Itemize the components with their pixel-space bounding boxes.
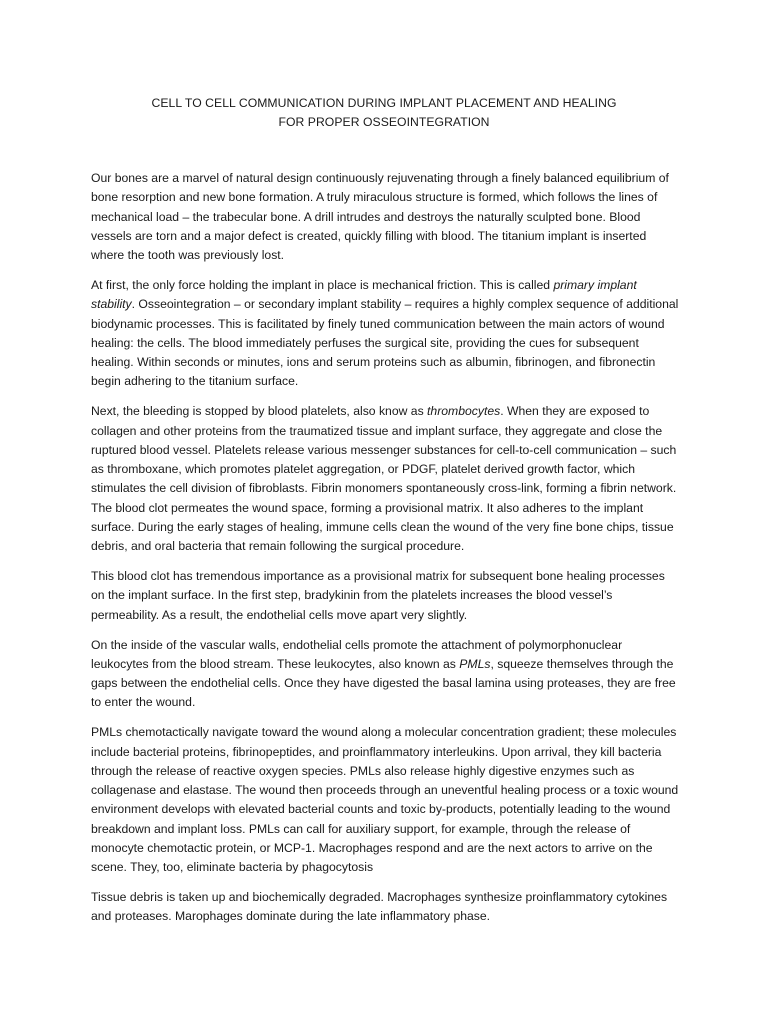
paragraph-3-emphasis: thrombocytes	[427, 404, 501, 419]
paragraph-5-text-a: On the inside of the vascular walls, endothelial cells promote the attachment of polymorphonuclear leukocytes from the blood stream. These leukocytes, also known as	[91, 637, 623, 671]
paragraph-1: Our bones are a marvel of natural design continuously rejuvenating through a finely balanced equilibrium of bone resorption and new bone formation. A truly miraculous structure is formed, which follows the lines of mechanical load – the trabecular bone. A drill intrudes and destroys the naturally sculpted bone. Blood vessels are torn and a major defect is created, quickly filling with blood. The titanium implant is inserted where the tooth was previously lost.	[91, 171, 669, 263]
title-line-2: FOR PROPER OSSEOINTEGRATION	[278, 115, 490, 129]
paragraph-2-text-b: . Osseointegration – or secondary implant stability – requires a highly complex sequence of additional biodynamic processes. This is facilitated by finely tuned communication between the main actors of wound healing: the cells. The blood immediately perfuses the surgical site, providing the cues for subsequent healing. Within seconds or minutes, ions and serum proteins such as albumin, fibrinogen, and fibronectin begin adhering to the titanium surface.	[91, 297, 679, 389]
document-title	[0, 94, 768, 132]
document-body	[91, 169, 681, 937]
paragraph-3-text-b: . When they are exposed to collagen and other proteins from the traumatized tissue and implant surface, they aggregate and close the ruptured blood vessel. Platelets release various messenger substances for cell-to-cell communication – such as thromboxane, which promotes platelet aggregation, or PDGF, platelet derived growth factor, which stimulates the cell division of fibroblasts. Fibrin monomers spontaneously cross-link, forming a fibrin network. The blood clot permeates the wound space, forming a provisional matrix. It also adheres to the implant surface. During the early stages of healing, immune cells clean the wound of the very fine bone chips, tissue debris, and oral bacteria that remain following the surgical procedure.	[91, 404, 677, 554]
paragraph-2-text-a: At first, the only force holding the implant in place is mechanical friction. This is called	[91, 277, 554, 292]
paragraph-4: This blood clot has tremendous importance as a provisional matrix for subsequent bone healing processes on the implant surface. In the first step, bradykinin from the platelets increases the blood vessel’s permeability. As a result, the endothelial cells move apart very slightly.	[91, 569, 665, 622]
paragraph-2	[91, 276, 681, 392]
paragraph-3-text-a: Next, the bleeding is stopped by blood platelets, also know as	[91, 404, 428, 419]
paragraph-5-text-b: , squeeze themselves through the gaps between the endothelial cells. Once they have digested the basal lamina using proteases, they are free to enter the wound.	[91, 656, 676, 710]
paragraph-6: PMLs chemotactically navigate toward the wound along a molecular concentration gradient; these molecules include bacterial proteins, fibrinopeptides, and proinflammatory interleukins. Upon arrival, they kill bacteria through the release of reactive oxygen species. PMLs also release highly digestive enzymes such as collagenase and elastase. The wound then proceeds through an uneventful healing process or a toxic wound environment develops with elevated bacterial counts and toxic by-products, potentially leading to the wound breakdown and implant loss. PMLs can call for auxiliary support, for example, through the release of monocyte chemotactic protein, or MCP-1. Macrophages respond and are the next actors to arrive on the scene. They, too, eliminate bacteria by phagocytosis	[91, 725, 679, 875]
paragraph-3	[91, 402, 681, 556]
paragraph-2-emphasis: primary implant stability	[91, 277, 637, 312]
paragraph-7: Tissue debris is taken up and biochemically degraded. Macrophages synthesize proinflammatory cytokines and proteases. Marophages dominate during the late inflammatory phase.	[91, 890, 668, 924]
title-line-1: CELL TO CELL COMMUNICATION DURING IMPLANT PLACEMENT AND HEALING	[151, 96, 617, 110]
paragraph-5-emphasis: PMLs	[459, 656, 491, 671]
paragraph-5	[91, 636, 681, 713]
